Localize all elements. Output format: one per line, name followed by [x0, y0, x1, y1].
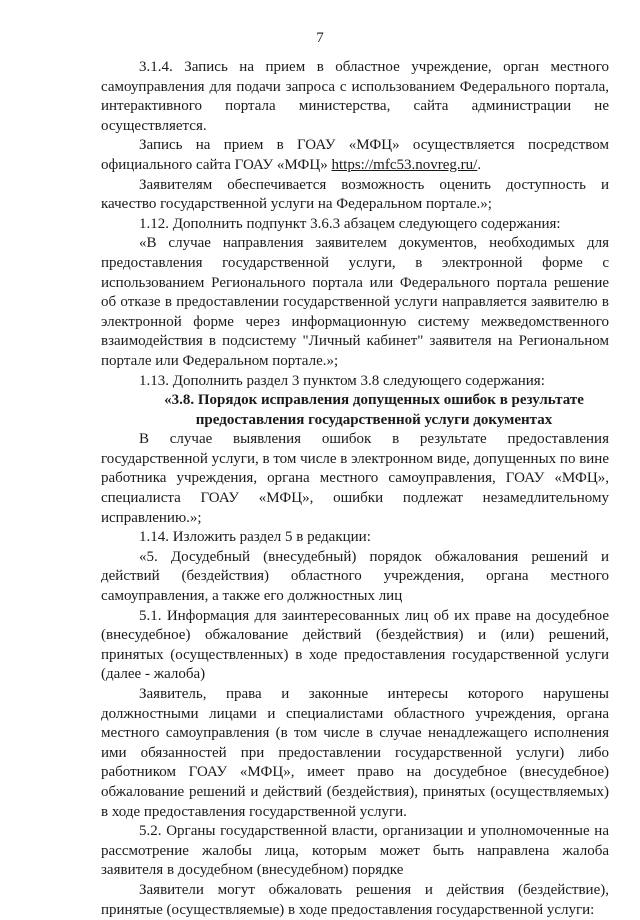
document-body: [101, 58, 609, 920]
paragraph-5-2: 5.2. Органы государственной власти, организации и уполномоченные на рассмотрение жалобы лица, которым может быть направлена жалоба заявителя в досудебном (внесудебном) порядке: [101, 823, 609, 879]
paragraph-1-13: 1.13. Дополнить раздел 3 пунктом 3.8 следующего содержания:: [139, 372, 545, 389]
paragraph-appeal-options: Заявители могут обжаловать решения и действия (бездействие), принятые (осуществляемые) в ходе предоставления государственной услуги:: [101, 881, 609, 918]
paragraph-quality-assessment: Заявителям обеспечивается возможность оценить доступность и качество государственной услуги на Федеральном портале.»;: [101, 176, 609, 213]
paragraph-1-12: 1.12. Дополнить подпункт 3.6.3 абзацем следующего содержания:: [139, 215, 561, 232]
page-number: 7: [316, 30, 324, 46]
paragraph-mfc-appointment: [101, 136, 609, 175]
paragraph-1-14: 1.14. Изложить раздел 5 в редакции:: [139, 529, 371, 546]
section-heading-3-8: «3.8. Порядок исправления допущенных ошибок в результате предоставления государственной услуги документах: [164, 392, 584, 428]
paragraph-error-correction: В случае выявления ошибок в результате предоставления государственной услуги, в том числе в электронном виде, допущенных по вине работника учреждения, органа местного самоуправления, ГОАУ «МФЦ», специалиста ГОАУ «МФЦ», ошибки подлежат незамедлительному исправлению.»;: [101, 431, 609, 526]
paragraph-appeal-right: Заявитель, права и законные интересы которого нарушены должностными лицами и специалистами областного учреждения, органа местного самоуправления (в том числе в случае ненадлежащего исполнения ими обязанностей при предоставлении государственной услуги) либо работником ГОАУ «МФЦ», имеет право на досудебное (внесудебное) обжалование решений и действий (бездействия), принятых (осуществляемых) в ходе предоставления государственной услуги.: [101, 686, 609, 820]
paragraph-3-1-4: 3.1.4. Запись на прием в областное учреждение, орган местного самоуправления для подачи запроса с использованием Федерального портала, интерактивного портала министерства, сайта администрации не осуществляется.: [101, 59, 609, 134]
mfc-website-link[interactable]: https://mfc53.novreg.ru/: [331, 156, 478, 173]
paragraph-5-1: 5.1. Информация для заинтересованных лиц об их праве на досудебное (внесудебное) обжалование действий (бездействия) и (или) решений, принятых (осуществленных) в ходе предоставления государственной услуги (далее - жалоба): [101, 607, 609, 683]
paragraph-section-5: «5. Досудебный (внесудебный) порядок обжалования решений и действий (бездействия) областного учреждения, органа местного самоуправления, а также его должностных лиц: [101, 548, 609, 605]
paragraph-electronic-refusal: «В случае направления заявителем документов, необходимых для предоставления государственной услуги, в электронной форме с использованием Регионального портала или Федерального портала решение об отказе в предоставлении государственной услуги направляется заявителю в электронной форме через информационную систему межведомственного взаимодействия в подсистему "Личный кабинет" заявителя на Региональном портале или Федеральном портале.»;: [101, 235, 609, 369]
paragraph-text: .: [477, 156, 482, 173]
paragraph-text: Запись на прием в ГОАУ «МФЦ» осуществляется посредством официального сайта ГОАУ «МФЦ»: [101, 137, 609, 173]
